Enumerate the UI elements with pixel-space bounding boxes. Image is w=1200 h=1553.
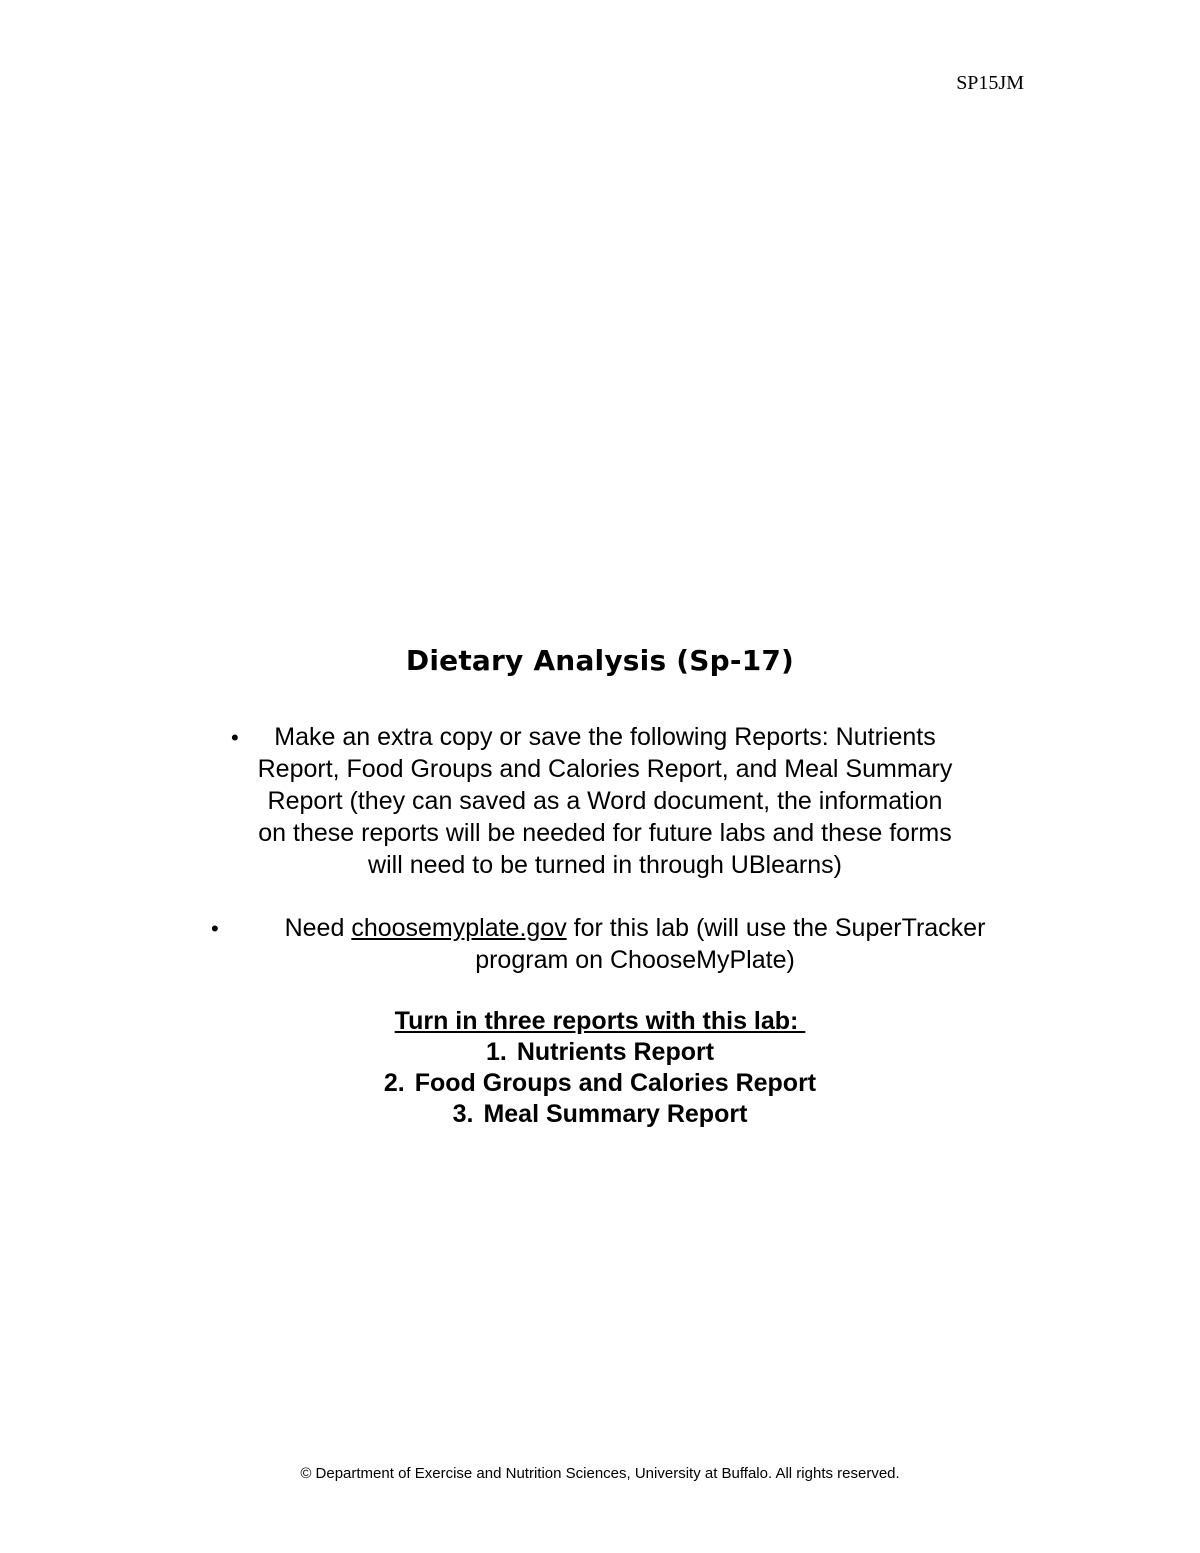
turn-in-heading: Turn in three reports with this lab: [394, 1007, 806, 1035]
list-item [0, 1037, 1200, 1068]
bullet-icon: • [231, 725, 239, 750]
bullet-text-reports: Make an extra copy or save the following Reports: Nutrients Report, Food Groups and Calories Report, and Meal Summary Report (they can saved as a Word document, the information on these reports will be needed for future labs and these forms will need to be turned in through UBlearns) [257, 723, 953, 879]
page-title: Dietary Analysis (Sp-17) [405, 644, 795, 677]
bullet-prefix: Need [284, 914, 352, 942]
list-number: 3. [452, 1100, 474, 1128]
list-item [0, 1099, 1200, 1130]
bullet-suffix: for this lab (will use the SuperTracker program on ChooseMyPlate) [475, 914, 986, 974]
bullet-text-choosemyplate [240, 912, 1030, 976]
report-list [0, 1037, 1200, 1130]
turn-in-section [0, 1006, 1200, 1130]
report-label: Meal Summary Report [483, 1100, 748, 1128]
document-code: SP15JM [956, 72, 1024, 94]
report-label: Nutrients Report [516, 1038, 715, 1066]
bullet-icon: • [211, 916, 219, 941]
list-item [0, 1068, 1200, 1099]
list-number: 2. [383, 1069, 405, 1097]
copyright-footer: © Department of Exercise and Nutrition Sciences, University at Buffalo. All rights reserved. [300, 1465, 900, 1482]
list-number: 1. [485, 1038, 507, 1066]
report-label: Food Groups and Calories Report [414, 1069, 817, 1097]
choosemyplate-link[interactable]: choosemyplate.gov [351, 914, 567, 942]
